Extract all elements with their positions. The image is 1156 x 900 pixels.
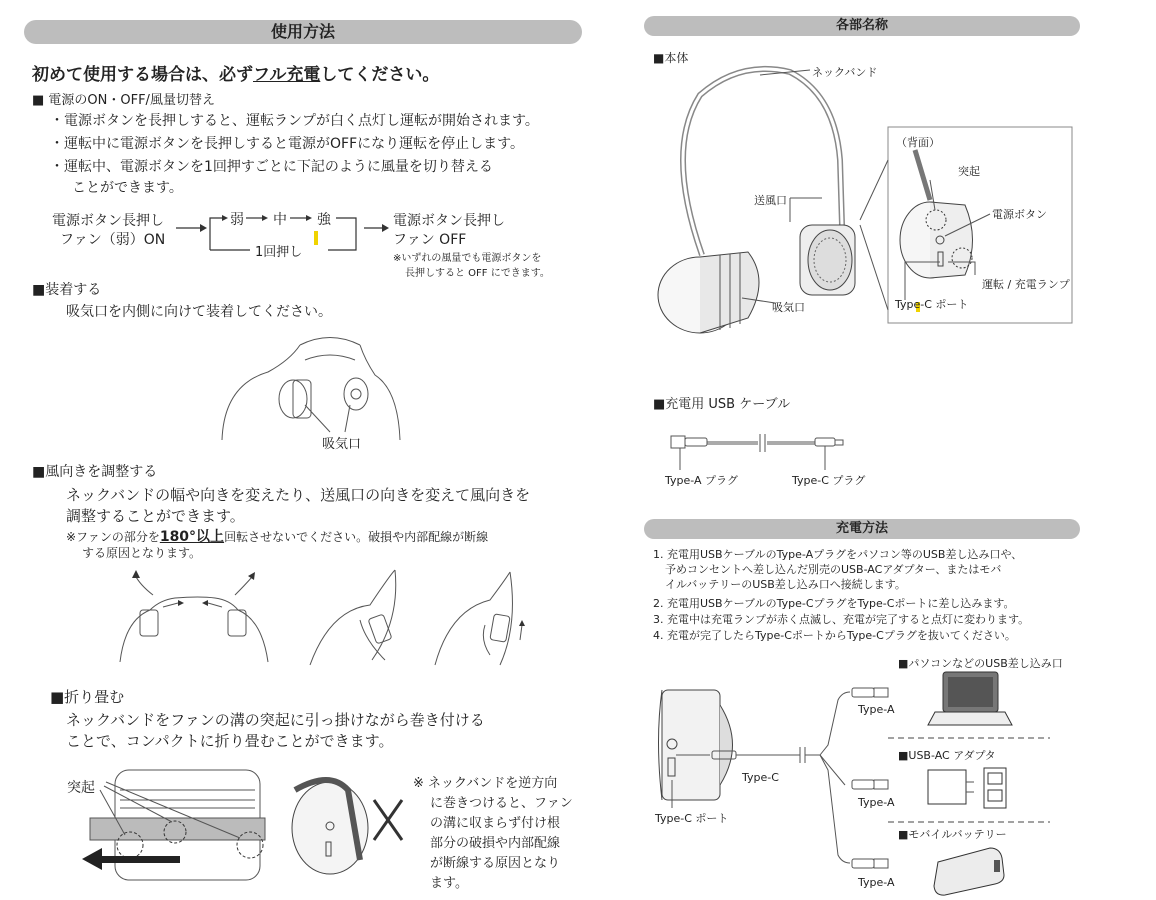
fold-warn-6: ます。 <box>430 876 468 891</box>
charge-step-1: 1. 充電用USBケーブルのType-Aプラグをパソコン等のUSB差し込み口や、 <box>653 548 1023 561</box>
adjust-heading: ■風向きを調整する <box>32 464 158 480</box>
flow-note-1: ※いずれの風量でも電源ボタンを <box>393 253 542 264</box>
charge-ac-label: ■USB-AC アダプタ <box>898 749 996 762</box>
flow-loop: 1回押し <box>255 245 303 260</box>
flow-end-1: 電源ボタン長押し <box>393 213 505 229</box>
fold-bump-label: 突起 <box>67 780 95 796</box>
charge-type-a-3: Type-A <box>858 876 895 889</box>
label-neckband: ネックバンド <box>812 66 878 79</box>
wear-intake-label: 吸気口 <box>322 437 362 452</box>
power-bullet-3: ・運転中、電源ボタンを1回押すごとに下記のように風量を切り替える <box>50 159 493 175</box>
label-power-button: 電源ボタン <box>992 208 1047 221</box>
charge-pc-label: ■パソコンなどのUSB差し込み口 <box>898 657 1063 670</box>
label-outlet: 送風口 <box>754 194 787 207</box>
wear-text: 吸気口を内側に向けて装着してください。 <box>66 304 332 320</box>
flow-weak: 弱 <box>230 212 244 228</box>
adjust-text-2: 調整することができます。 <box>66 507 245 525</box>
flow-start-1: 電源ボタン長押し <box>52 213 164 229</box>
fold-warn-3: の溝に収まらず付け根 <box>430 816 561 831</box>
power-bullet-1: ・電源ボタンを長押しすると、運転ランプが白く点灯し運転が開始されます。 <box>50 113 539 129</box>
fold-warn-4: 部分の破損や内部配線 <box>430 836 561 851</box>
charge-type-a-1: Type-A <box>858 703 895 716</box>
flow-strong: 強 <box>317 212 331 228</box>
charge-step-2: 2. 充電用USBケーブルのType-CプラグをType-Cポートに差し込みます。 <box>653 597 1015 610</box>
parts-header: 各部名称 <box>644 16 1080 36</box>
label-intake: 吸気口 <box>772 301 805 314</box>
charge-step-3: 3. 充電中は充電ランプが赤く点滅し、充電が完了すると点灯に変わります。 <box>653 613 1030 626</box>
charge-step-4: 4. 充電が完了したらType-CポートからType-Cプラグを抜いてください。 <box>653 629 1016 642</box>
adjust-note-2: する原因となります。 <box>82 546 202 560</box>
power-heading: ■ 電源のON・OFF/風量切替え <box>32 93 215 108</box>
fold-warn-2: に巻きつけると、ファン <box>430 796 573 811</box>
power-bullet-2: ・運転中に電源ボタンを長押しすると電源がOFFになり運転を停止します。 <box>50 136 525 152</box>
fold-warn-5: が断線する原因となり <box>430 856 561 871</box>
charge-type-c: Type-C <box>742 771 779 784</box>
usage-header: 使用方法 <box>24 20 582 44</box>
flow-start-2: ファン（弱）ON <box>60 232 166 248</box>
power-bullet-4: ことができます。 <box>72 180 183 196</box>
fold-text-2: ことで、コンパクトに折り畳むことができます。 <box>66 732 394 750</box>
fold-heading: ■折り畳む <box>50 688 125 706</box>
body-heading: ■本体 <box>653 51 689 65</box>
lead-text: 初めて使用する場合は、必ずフル充電してください。 <box>32 65 440 85</box>
cable-heading: ■充電用 USB ケーブル <box>653 397 791 412</box>
charge-battery-label: ■モバイルバッテリー <box>898 828 1007 841</box>
fold-warn-1: ※ ネックバンドを逆方向 <box>413 776 558 791</box>
label-lamp: 運転 / 充電ランプ <box>982 278 1070 291</box>
flow-note-2: 長押しすると OFF にできます。 <box>405 268 550 279</box>
fold-text-1: ネックバンドをファンの溝の突起に引っ掛けながら巻き付ける <box>66 711 485 729</box>
adjust-note-1: ※ファンの部分を180°以上回転させないでください。破損や内部配線が断線 <box>66 529 489 545</box>
wear-heading: ■装着する <box>32 282 102 298</box>
cable-type-a: Type-A プラグ <box>665 474 739 487</box>
flow-end-2: ファン OFF <box>393 232 467 248</box>
adjust-text-1: ネックバンドの幅や向きを変えたり、送風口の向きを変えて風向きを <box>66 486 531 504</box>
charge-step-1b: 予めコンセントへ差し込んだ別売のUSB-ACアダプター、またはモバ <box>665 563 1002 576</box>
cable-type-c: Type-C プラグ <box>792 474 866 487</box>
charge-port-label: Type-C ポート <box>655 812 729 825</box>
label-bump: 突起 <box>958 165 980 178</box>
label-back: （背面） <box>896 136 940 149</box>
charge-header: 充電方法 <box>644 519 1080 539</box>
charge-step-1c: イルバッテリーのUSB差し込み口へ接続します。 <box>665 578 906 591</box>
charge-type-a-2: Type-A <box>858 796 895 809</box>
flow-mid: 中 <box>273 212 287 228</box>
label-port: Type-C ポート <box>895 298 969 311</box>
